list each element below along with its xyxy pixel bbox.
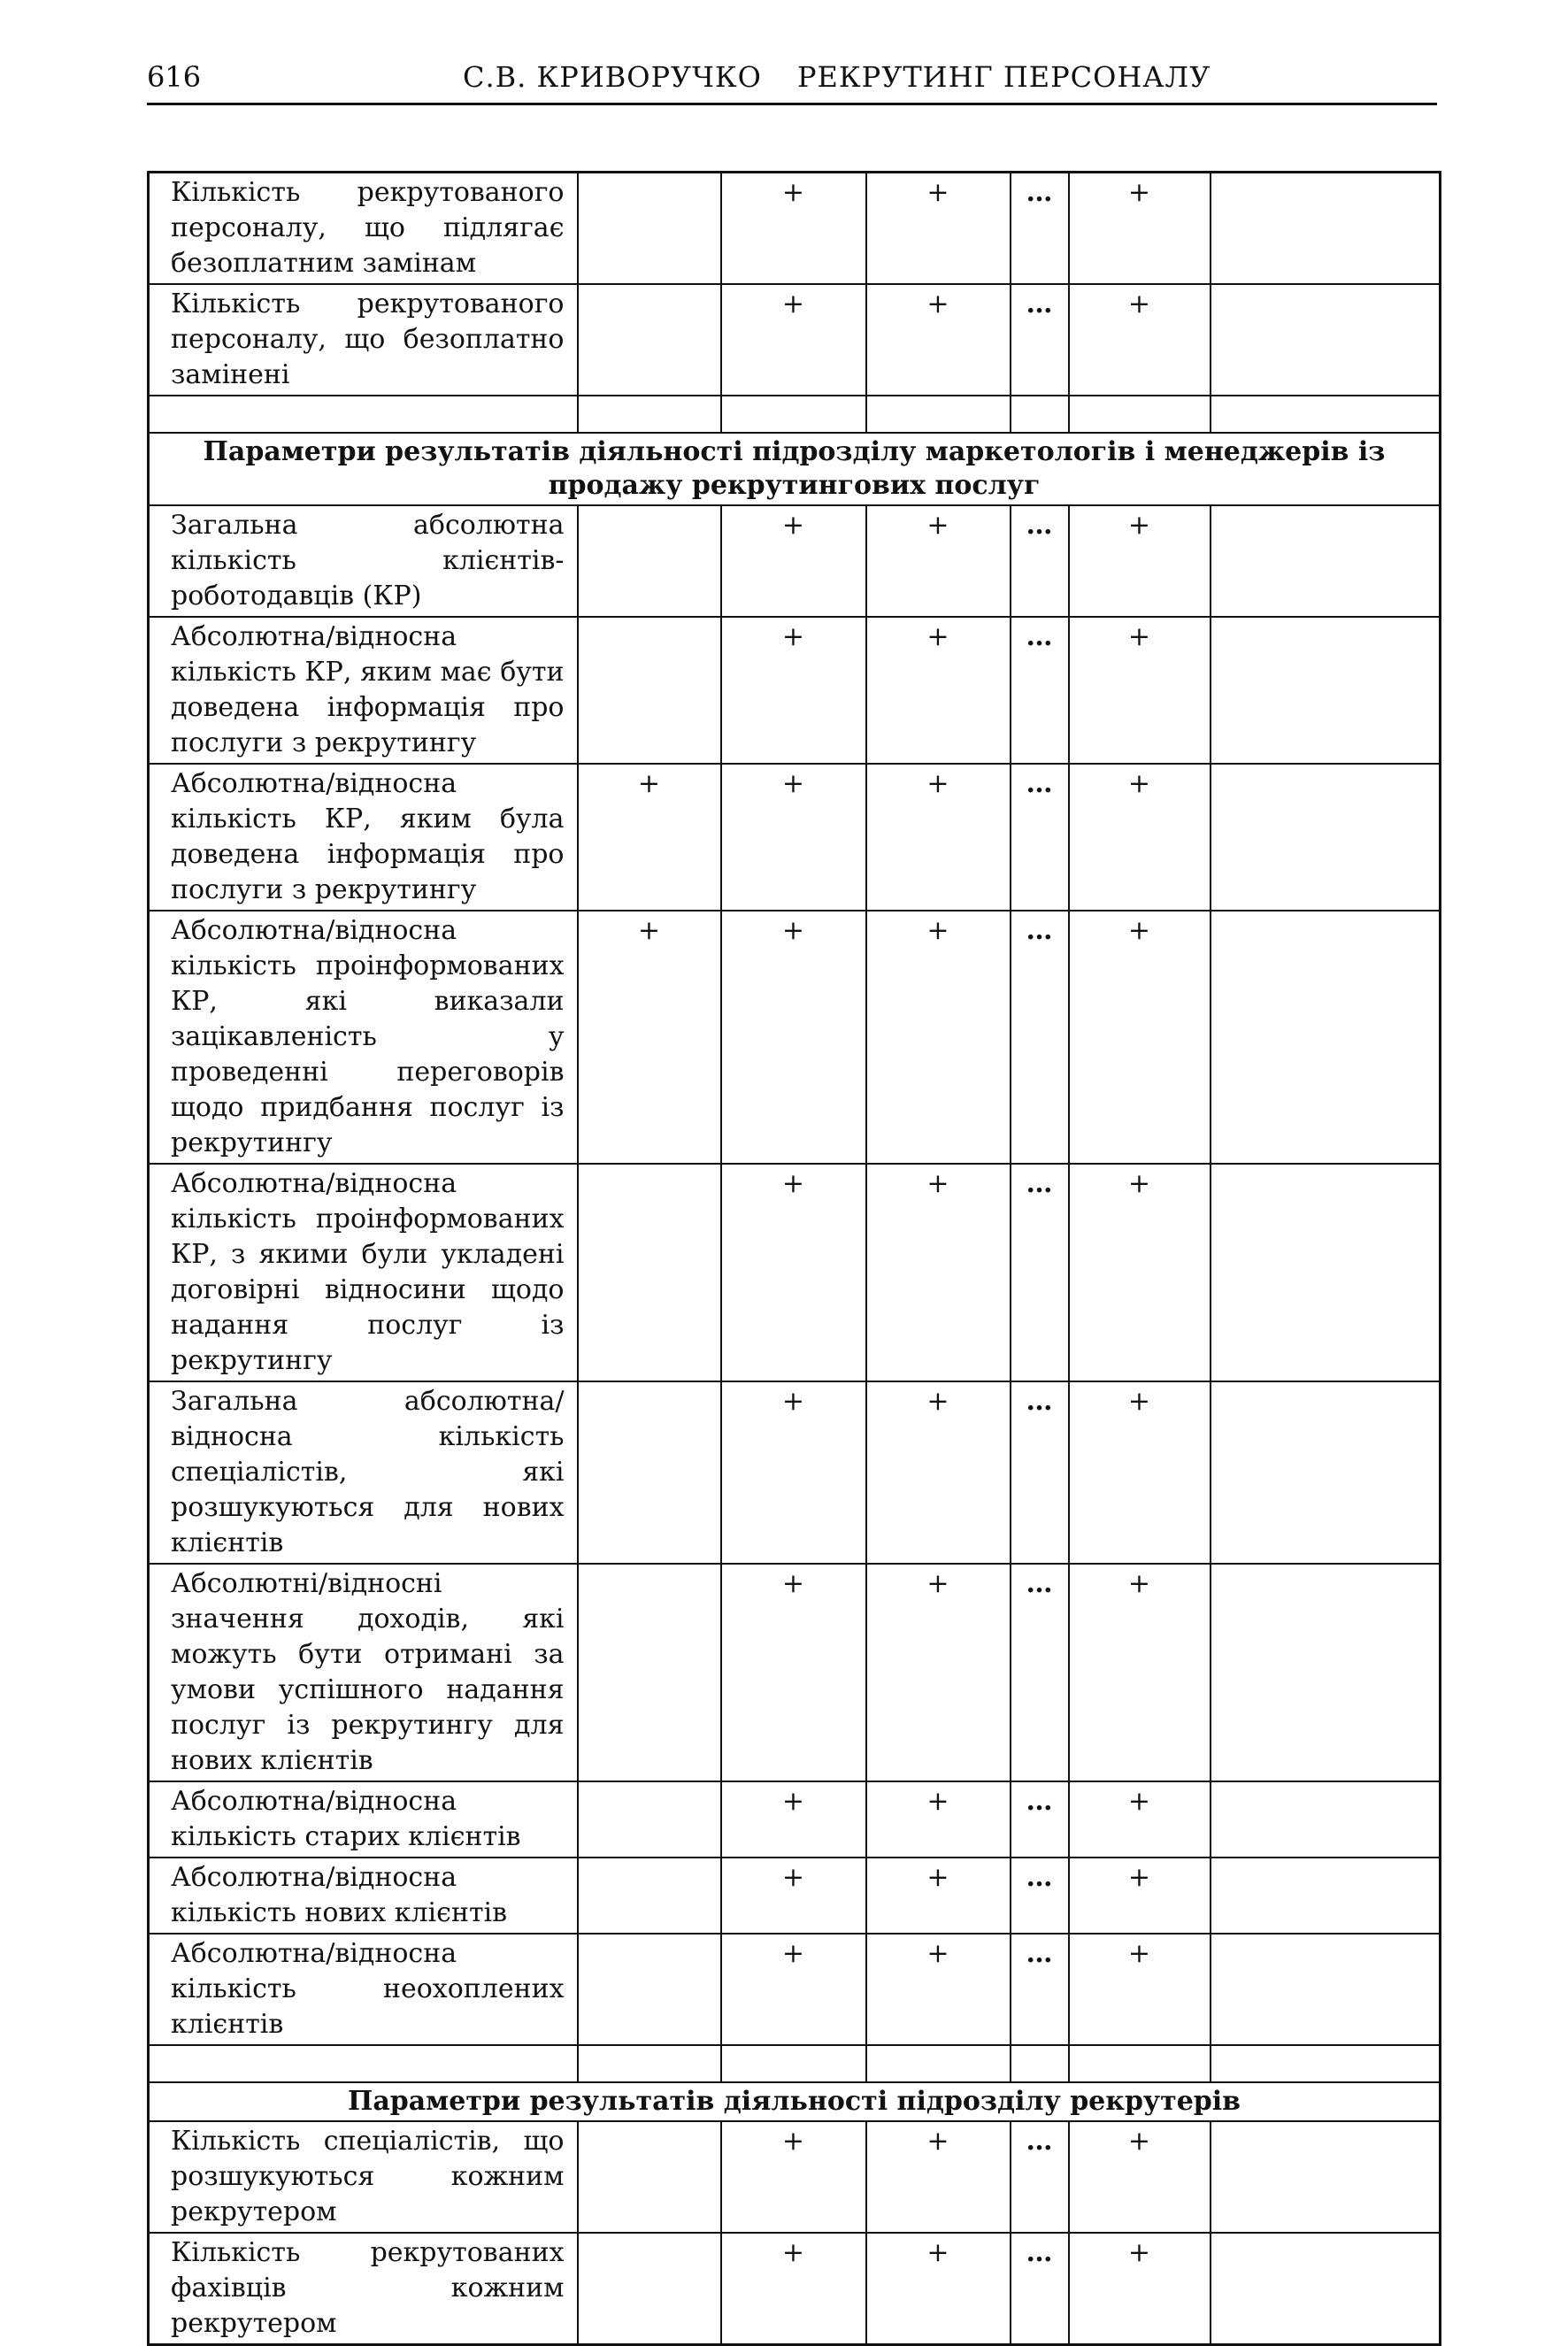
mark-cell	[1211, 1781, 1441, 1858]
parameter-cell: Абсолютна/відносна кількість нових клієнтів	[149, 1858, 578, 1934]
ellipsis-cell: …	[1011, 173, 1069, 285]
parameter-cell: Кількість рекрутованого персоналу, що підлягає безоплатним замінам	[149, 173, 578, 285]
mark-cell	[1211, 2121, 1441, 2233]
mark-cell	[578, 396, 721, 433]
mark-cell	[1211, 2045, 1441, 2082]
mark-cell	[578, 1858, 721, 1934]
mark-cell: +	[721, 1564, 866, 1781]
parameter-cell: Абсолютна/відносна кількість старих клієнтів	[149, 1781, 578, 1858]
mark-cell	[866, 2045, 1011, 2082]
table-row	[149, 1564, 1441, 1781]
mark-cell: +	[866, 1564, 1011, 1781]
parameter-cell: Загальна абсолютна кількість клієнтів-роботодавців (КР)	[149, 505, 578, 617]
mark-cell	[578, 2121, 721, 2233]
mark-cell	[578, 1781, 721, 1858]
mark-cell: +	[1069, 2233, 1211, 2345]
mark-cell	[1069, 396, 1211, 433]
mark-cell: +	[721, 2121, 866, 2233]
ellipsis-cell: …	[1011, 2233, 1069, 2345]
mark-cell	[1211, 764, 1441, 911]
ellipsis-cell: …	[1011, 1564, 1069, 1781]
mark-cell	[1211, 505, 1441, 617]
mark-cell: +	[866, 911, 1011, 1164]
mark-cell: +	[866, 173, 1011, 285]
parameter-cell: Абсолютна/відносна кількість проінформованих КР, які виказали зацікавленість у проведенні переговорів щодо придбання послуг із рекрутингу	[149, 911, 578, 1164]
mark-cell: +	[721, 2233, 866, 2345]
ellipsis-cell: …	[1011, 1781, 1069, 1858]
ellipsis-cell: …	[1011, 1164, 1069, 1381]
page-number: 616	[147, 60, 202, 94]
ellipsis-cell	[1011, 396, 1069, 433]
mark-cell	[578, 2233, 721, 2345]
table-row	[149, 2233, 1441, 2345]
mark-cell	[578, 505, 721, 617]
mark-cell: +	[721, 1934, 866, 2045]
mark-cell: +	[578, 764, 721, 911]
mark-cell: +	[1069, 1858, 1211, 1934]
mark-cell: +	[1069, 284, 1211, 396]
mark-cell: +	[1069, 2121, 1211, 2233]
mark-cell	[1211, 1564, 1441, 1781]
mark-cell: +	[1069, 173, 1211, 285]
mark-cell	[578, 2045, 721, 2082]
mark-cell: +	[578, 911, 721, 1164]
mark-cell	[578, 173, 721, 285]
mark-cell: +	[721, 505, 866, 617]
parameter-cell: Кількість рекрутованих фахівців кожним рекрутером	[149, 2233, 578, 2345]
mark-cell: +	[866, 2121, 1011, 2233]
section-header-row	[149, 2082, 1441, 2121]
mark-cell	[578, 1164, 721, 1381]
mark-cell	[1211, 1164, 1441, 1381]
mark-cell: +	[1069, 1934, 1211, 2045]
mark-cell: +	[1069, 505, 1211, 617]
mark-cell: +	[721, 284, 866, 396]
parameter-cell: Абсолютна/відносна кількість КР, яким має бути доведена інформація про послуги з рекрутингу	[149, 617, 578, 764]
parameter-cell: Загальна абсолютна/відносна кількість спеціалістів, які розшукуються для нових клієнтів	[149, 1381, 578, 1564]
parameter-cell	[149, 2045, 578, 2082]
ellipsis-cell: …	[1011, 1381, 1069, 1564]
mark-cell: +	[721, 617, 866, 764]
table-body	[149, 173, 1441, 2345]
mark-cell: +	[866, 505, 1011, 617]
mark-cell: +	[866, 1381, 1011, 1564]
mark-cell: +	[1069, 764, 1211, 911]
table-row	[149, 505, 1441, 617]
ellipsis-cell: …	[1011, 1934, 1069, 2045]
mark-cell	[1069, 2045, 1211, 2082]
mark-cell: +	[1069, 1564, 1211, 1781]
header-author: С.В. КРИВОРУЧКО	[463, 60, 762, 94]
mark-cell	[1211, 1858, 1441, 1934]
mark-cell	[866, 396, 1011, 433]
mark-cell	[1211, 1934, 1441, 2045]
ellipsis-cell: …	[1011, 2121, 1069, 2233]
parameter-cell: Абсолютна/відносна кількість КР, яким була доведена інформація про послуги з рекрутингу	[149, 764, 578, 911]
mark-cell: +	[721, 1781, 866, 1858]
mark-cell	[1211, 1381, 1441, 1564]
ellipsis-cell: …	[1011, 764, 1069, 911]
mark-cell	[578, 1381, 721, 1564]
mark-cell	[1211, 911, 1441, 1164]
mark-cell	[721, 2045, 866, 2082]
parameters-table	[147, 171, 1441, 2346]
mark-cell: +	[866, 617, 1011, 764]
table-row	[149, 284, 1441, 396]
ellipsis-cell: …	[1011, 911, 1069, 1164]
mark-cell: +	[721, 1164, 866, 1381]
header-title: РЕКРУТИНГ ПЕРСОНАЛУ	[797, 60, 1211, 94]
parameter-cell: Кількість спеціалістів, що розшукуються кожним рекрутером	[149, 2121, 578, 2233]
table-row	[149, 1934, 1441, 2045]
mark-cell: +	[721, 911, 866, 1164]
mark-cell: +	[866, 764, 1011, 911]
parameter-cell: Абсолютна/відносна кількість неохоплених клієнтів	[149, 1934, 578, 2045]
mark-cell	[578, 284, 721, 396]
table-row	[149, 2121, 1441, 2233]
mark-cell	[578, 1934, 721, 2045]
ellipsis-cell: …	[1011, 1858, 1069, 1934]
mark-cell	[1211, 284, 1441, 396]
parameter-cell	[149, 396, 578, 433]
table-row	[149, 1381, 1441, 1564]
section-title: Параметри результатів діяльності підрозділу маркетологів і менеджерів із продажу рекрутингових послуг	[149, 433, 1441, 505]
mark-cell: +	[866, 1934, 1011, 2045]
mark-cell: +	[721, 1858, 866, 1934]
parameter-cell: Абсолютна/відносна кількість проінформованих КР, з якими були укладені договірні відносини щодо надання послуг із рекрутингу	[149, 1164, 578, 1381]
ellipsis-cell: …	[1011, 284, 1069, 396]
parameter-cell: Кількість рекрутованого персоналу, що безоплатно замінені	[149, 284, 578, 396]
mark-cell: +	[866, 1781, 1011, 1858]
empty-row	[149, 396, 1441, 433]
mark-cell: +	[866, 2233, 1011, 2345]
table-row	[149, 173, 1441, 285]
table-row	[149, 911, 1441, 1164]
ellipsis-cell: …	[1011, 617, 1069, 764]
mark-cell: +	[721, 1381, 866, 1564]
mark-cell: +	[1069, 1781, 1211, 1858]
mark-cell: +	[1069, 911, 1211, 1164]
table-row	[149, 1781, 1441, 1858]
parameter-cell: Абсолютні/відносні значення доходів, які можуть бути отримані за умови успішного надання послуг із рекрутингу для нових клієнтів	[149, 1564, 578, 1781]
mark-cell	[721, 396, 866, 433]
table-row	[149, 1164, 1441, 1381]
table-row	[149, 1858, 1441, 1934]
table-row	[149, 617, 1441, 764]
mark-cell	[1211, 396, 1441, 433]
mark-cell: +	[866, 1858, 1011, 1934]
ellipsis-cell: …	[1011, 505, 1069, 617]
table-row	[149, 764, 1441, 911]
section-header-row	[149, 433, 1441, 505]
mark-cell: +	[866, 284, 1011, 396]
mark-cell	[1211, 173, 1441, 285]
empty-row	[149, 2045, 1441, 2082]
parameters-table-container	[147, 171, 1439, 2346]
ellipsis-cell	[1011, 2045, 1069, 2082]
mark-cell: +	[721, 173, 866, 285]
mark-cell: +	[866, 1164, 1011, 1381]
mark-cell: +	[721, 764, 866, 911]
section-title: Параметри результатів діяльності підрозділу рекрутерів	[149, 2082, 1441, 2121]
mark-cell	[578, 617, 721, 764]
mark-cell: +	[1069, 1381, 1211, 1564]
page-header	[147, 53, 1437, 105]
mark-cell	[578, 1564, 721, 1781]
mark-cell	[1211, 617, 1441, 764]
mark-cell	[1211, 2233, 1441, 2345]
mark-cell: +	[1069, 1164, 1211, 1381]
mark-cell: +	[1069, 617, 1211, 764]
